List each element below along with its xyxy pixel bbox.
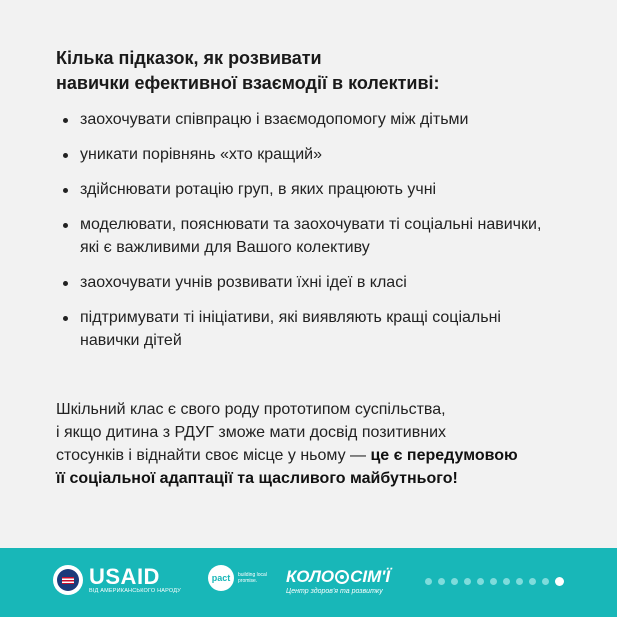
pagination-dot[interactable] <box>425 578 432 585</box>
summary-paragraph <box>56 398 576 490</box>
kolo-wordmark-part-1: КОЛО <box>286 567 335 586</box>
heading-line-2: навички ефективної взаємодії в колективі: <box>56 73 440 93</box>
usaid-wordmark: USAID <box>89 563 160 589</box>
pact-mark-icon: pact <box>208 565 234 591</box>
list-item: заохочувати співпрацю і взаємодопомогу між дітьми <box>56 108 556 131</box>
summary-line-3-text: стосунків і віднайти своє місце у ньому — <box>56 447 371 464</box>
kolo-simyi-logo <box>286 568 390 596</box>
usaid-logo <box>53 565 181 595</box>
summary-line-2: і якщо дитина з РДУГ зможе мати досвід позитивних <box>56 424 447 441</box>
pagination-dots <box>425 577 570 586</box>
pagination-dot[interactable] <box>464 578 471 585</box>
list-item: моделювати, пояснювати та заохочувати ті соціальні навички, які є важливими для Вашого колективу <box>56 213 556 259</box>
pagination-dot[interactable] <box>516 578 523 585</box>
summary-line-4 <box>56 467 576 490</box>
pagination-dot[interactable] <box>438 578 445 585</box>
pagination-dot[interactable] <box>542 578 549 585</box>
pagination-dot[interactable] <box>490 578 497 585</box>
heading-line-1: Кілька підказок, як розвивати <box>56 48 322 68</box>
pact-tagline: building local promise. <box>238 572 267 584</box>
list-item: заохочувати учнів розвивати їхні ідеї в класі <box>56 271 556 294</box>
slide-heading <box>56 46 536 96</box>
usaid-seal-icon <box>53 565 83 595</box>
summary-line-3 <box>56 444 576 467</box>
summary-line-1: Шкільний клас є свого роду прототипом суспільства, <box>56 401 446 418</box>
pagination-dot[interactable] <box>529 578 536 585</box>
pagination-dot[interactable] <box>451 578 458 585</box>
pact-logo <box>208 565 268 591</box>
kolo-wordmark-part-2: СІМ'Ї <box>350 567 391 586</box>
pagination-dot[interactable] <box>555 577 564 586</box>
tips-list <box>56 108 556 364</box>
summary-emphasis-1: це є передумовою <box>370 447 518 464</box>
pagination-dot[interactable] <box>477 578 484 585</box>
list-item: підтримувати ті ініціативи, які виявляють кращі соціальні навички дітей <box>56 306 556 352</box>
list-item: уникати порівнянь «хто кращий» <box>56 143 556 166</box>
summary-emphasis-2: її соціальної адаптації та щасливого майбутнього! <box>56 470 458 487</box>
kolo-tagline: Центр здоров'я та розвитку <box>286 588 383 595</box>
pagination-dot[interactable] <box>503 578 510 585</box>
usaid-tagline: ВІД АМЕРИКАНСЬКОГО НАРОДУ <box>89 587 181 594</box>
list-item: здійснювати ротацію груп, в яких працюють учні <box>56 178 556 201</box>
heart-circle-icon <box>335 570 349 584</box>
